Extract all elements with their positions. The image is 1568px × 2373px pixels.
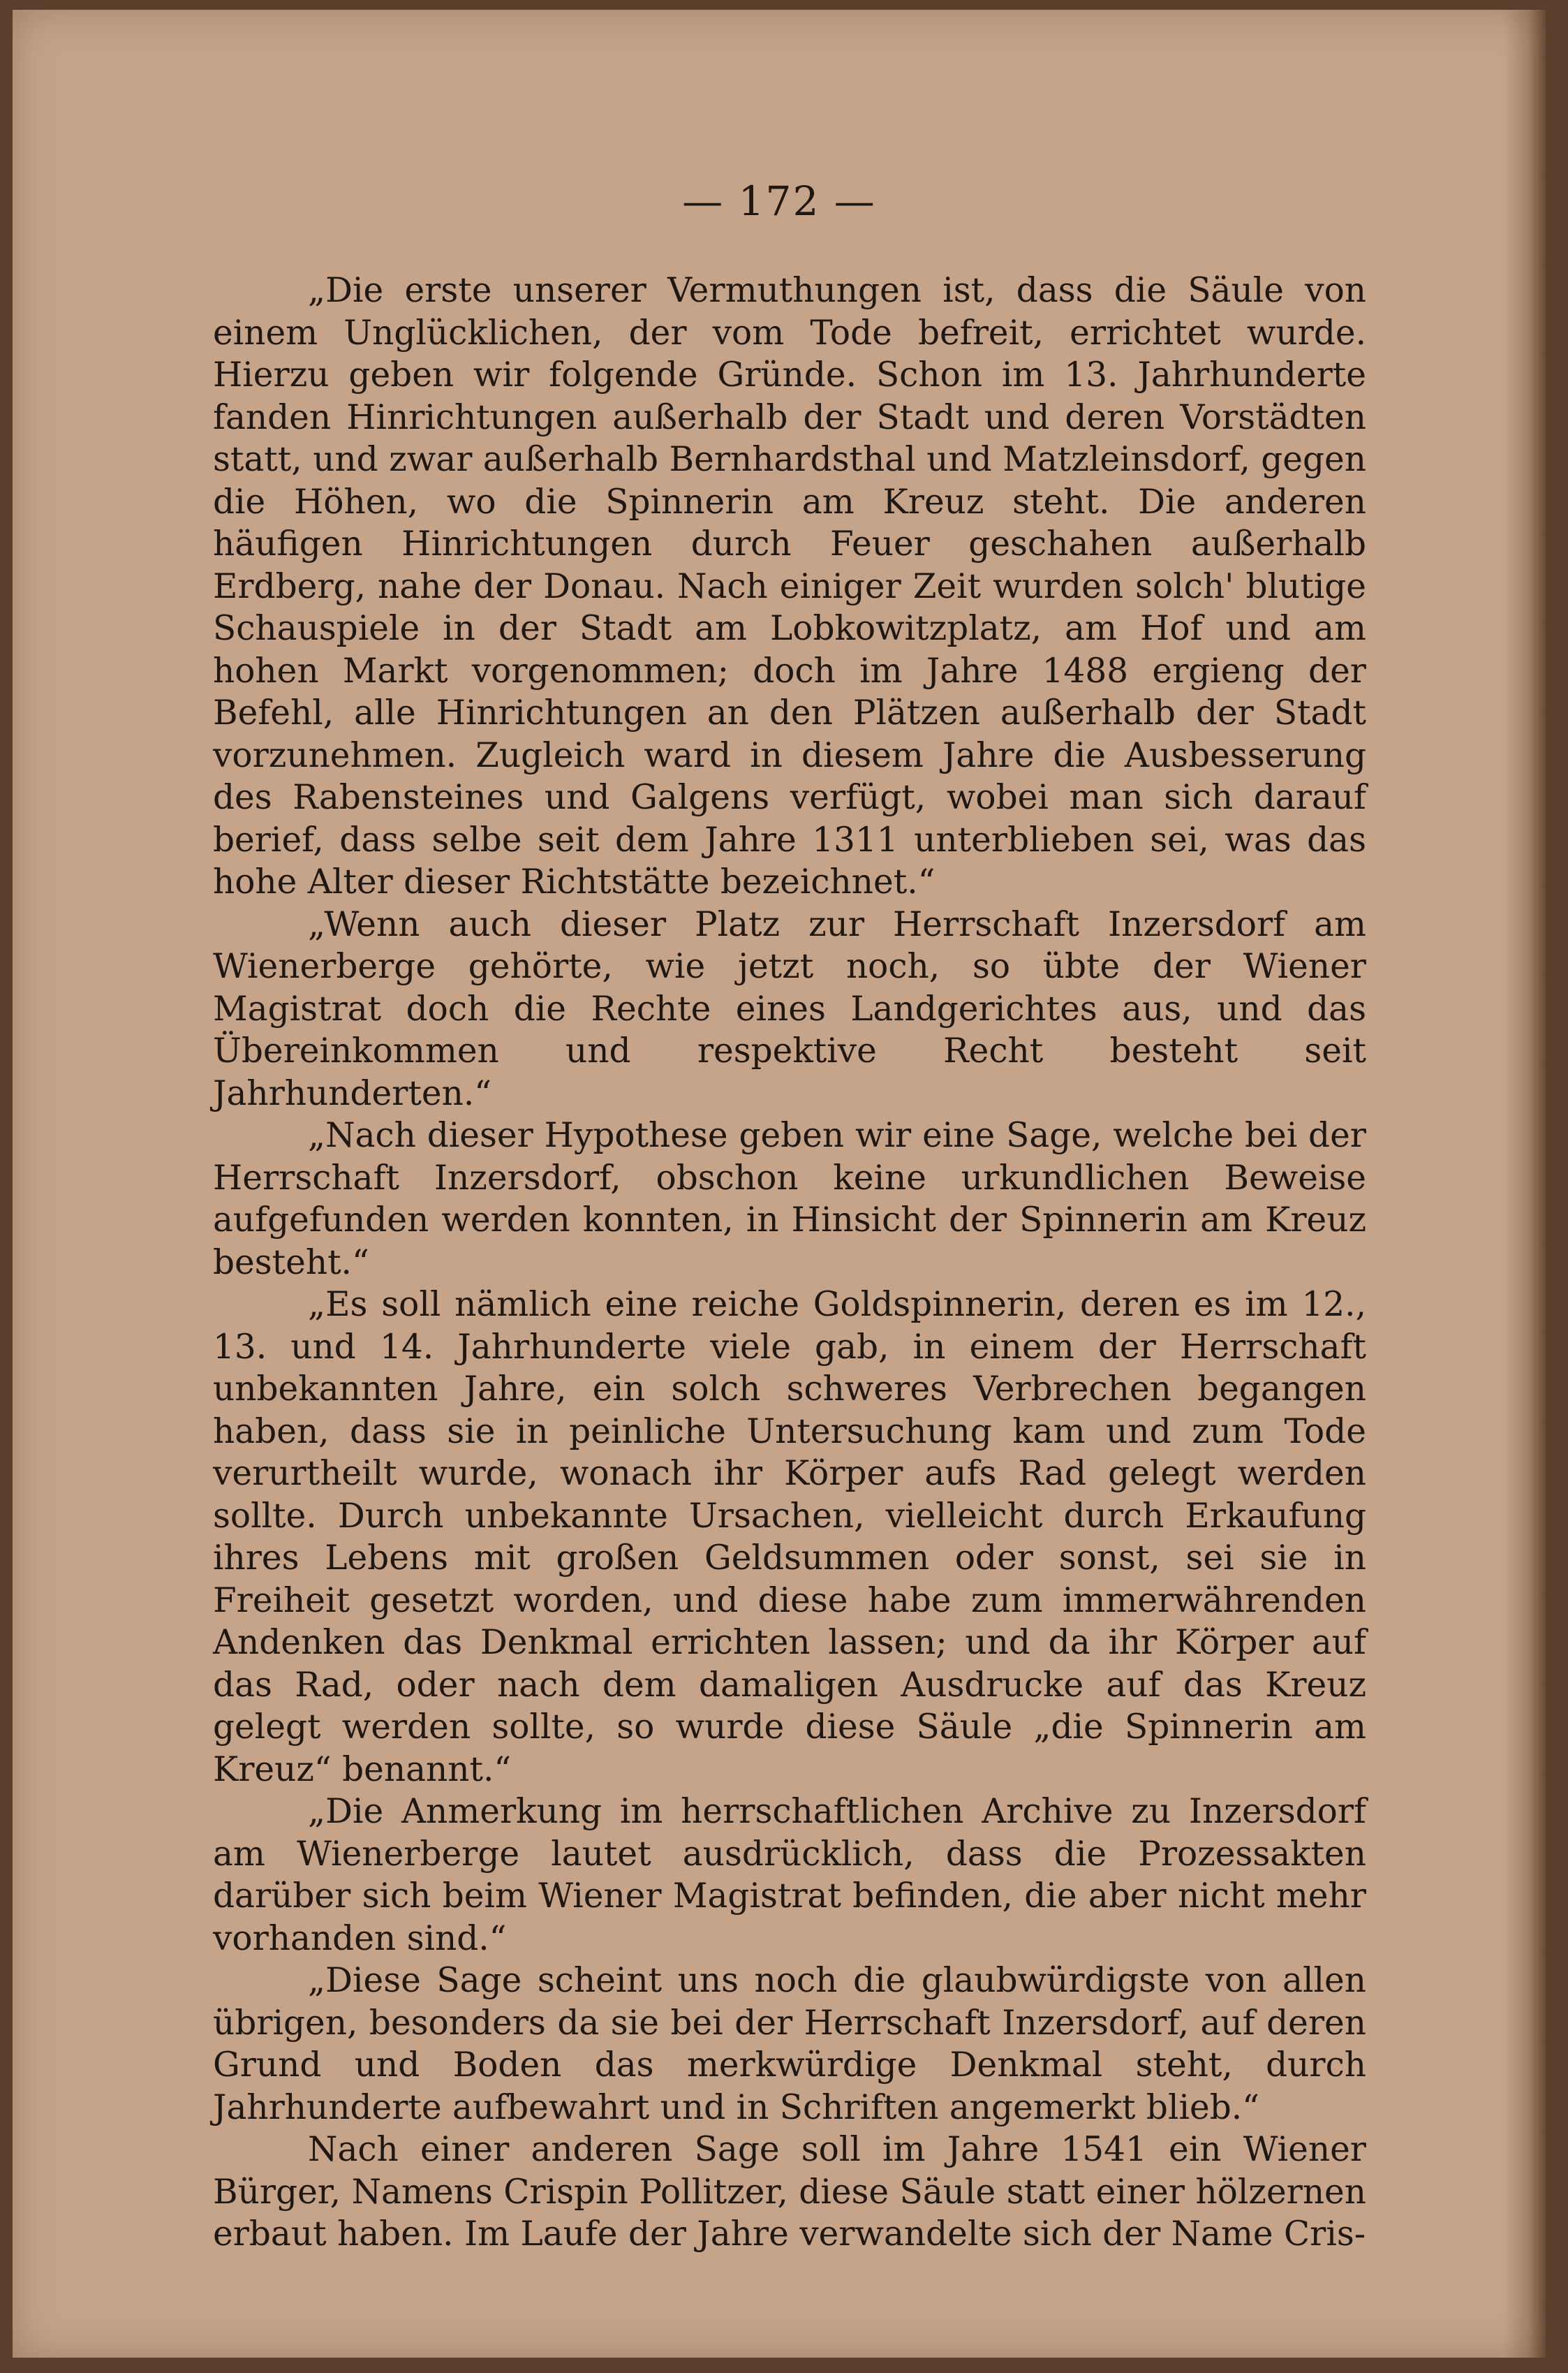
paragraph: „Es soll nämlich eine reiche Goldspinnerin, deren es im 12., 13. und 14. Jahrhunderte viele gab, in einem der Herrschaft unbekannten Jahre, ein solch schweres Verbrechen begangen haben, dass sie in peinliche Untersuchung kam und zum Tode verurtheilt wurde, wonach ihr Körper aufs Rad gelegt werden sollte. Durch unbekannte Ursachen, vielleicht durch Erkaufung ihres Lebens mit großen Geldsummen oder sonst, sei sie in Freiheit gesetzt worden, und diese habe zum immerwährenden Andenken das Denkmal errichten lassen; und da ihr Körper auf das Rad, oder nach dem damaligen Ausdrucke auf das Kreuz gelegt werden sollte, so wurde diese Säule „die Spinnerin am Kreuz“ benannt.“ bbox=[213, 1285, 1366, 1789]
body-text bbox=[213, 270, 1366, 2256]
page-spine-shadow bbox=[1504, 10, 1546, 2358]
paragraph: „Diese Sage scheint uns noch die glaubwürdigste von allen übrigen, besonders da sie bei der Herrschaft Inzersdorf, auf deren Grund und Boden das merkwürdige Denkmal steht, durch Jahrhunderte aufbewahrt und in Schriften angemerkt blieb.“ bbox=[213, 1961, 1366, 2127]
paragraph: „Die Anmerkung im herrschaftlichen Archive zu Inzersdorf am Wienerberge lautet ausdrücklich, dass die Prozessakten darüber sich beim Wiener Magistrat befinden, die aber nicht mehr vorhanden sind.“ bbox=[213, 1792, 1366, 1958]
paragraph: „Nach dieser Hypothese geben wir eine Sage, welche bei der Herrschaft Inzersdorf, obschon keine urkundlichen Beweise aufgefunden werden konnten, in Hinsicht der Spinnerin am Kreuz besteht.“ bbox=[213, 1116, 1366, 1282]
paragraph: „Wenn auch dieser Platz zur Herrschaft Inzersdorf am Wienerberge gehörte, wie jetzt noch, so übte der Wiener Magistrat doch die Rechte eines Landgerichtes aus, und das Übereinkommen und respektive Recht besteht seit Jahrhunderten.“ bbox=[213, 904, 1366, 1113]
book-page bbox=[13, 10, 1546, 2358]
paragraph: „Die erste unserer Vermuthungen ist, dass die Säule von einem Unglücklichen, der vom Tode befreit, errichtet wurde. Hierzu geben wir folgende Gründe. Schon im 13. Jahrhunderte fanden Hinrichtungen außerhalb der Stadt und deren Vorstädten statt, und zwar außerhalb Bernhardsthal und Matzleinsdorf, gegen die Höhen, wo die Spinnerin am Kreuz steht. Die anderen häufigen Hinrichtungen durch Feuer geschahen außerhalb Erdberg, nahe der Donau. Nach einiger Zeit wurden solch' blutige Schauspiele in der Stadt am Lobkowitzplatz, am Hof und am hohen Markt vorgenommen; doch im Jahre 1488 ergieng der Befehl, alle Hinrichtungen an den Plätzen außerhalb der Stadt vorzunehmen. Zugleich ward in diesem Jahre die Ausbesserung des Rabensteines und Galgens verfügt, wobei man sich darauf berief, dass selbe seit dem Jahre 1311 unterblieben sei, was das hohe Alter dieser Richtstätte bezeichnet.“ bbox=[213, 271, 1366, 902]
page-number: — 172 — bbox=[682, 177, 876, 225]
paragraph: Nach einer anderen Sage soll im Jahre 1541 ein Wiener Bürger, Namens Crispin Pollitzer, diese Säule statt einer hölzernen erbaut haben. Im Laufe der Jahre verwandelte sich der Name Cris- bbox=[213, 2130, 1366, 2254]
